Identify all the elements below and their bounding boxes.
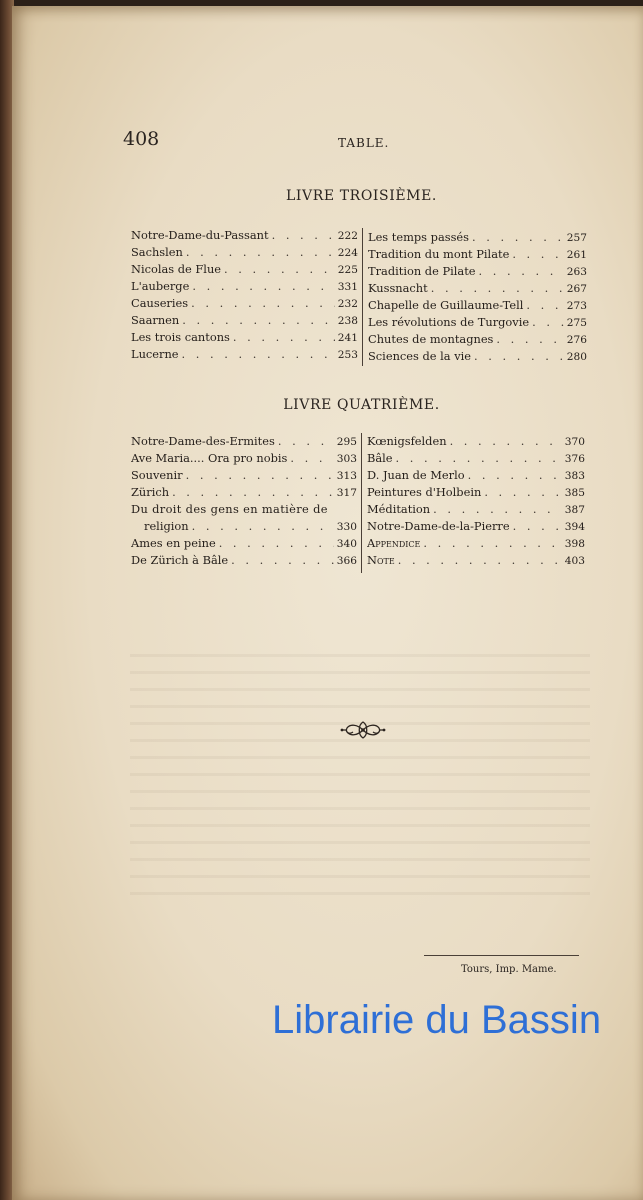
- toc-entry-label: Notre-Dame-de-la-Pierre: [367, 519, 510, 533]
- toc-entry-label: Les trois cantons: [131, 330, 230, 344]
- toc-entry-label: Nicolas de Flue: [131, 262, 222, 276]
- toc-entry: [368, 315, 587, 331]
- toc-entry-label: L'auberge: [131, 279, 190, 293]
- toc-entry: [131, 279, 358, 295]
- leader-dots: [231, 553, 334, 567]
- running-head: TABLE.: [338, 136, 390, 150]
- toc-entry-page: 280: [566, 351, 587, 363]
- toc-entry-page: 275: [566, 317, 587, 329]
- toc-entry: [131, 347, 358, 363]
- toc-entry-page: 313: [336, 470, 357, 482]
- toc-entry-page: 273: [566, 300, 587, 312]
- leader-dots: [182, 347, 335, 361]
- toc-entry: [131, 451, 357, 467]
- toc-entry-page: 257: [566, 232, 587, 244]
- toc-entry-label: religion: [144, 519, 189, 533]
- leader-dots: [192, 279, 334, 293]
- toc-entry-label: Méditation: [367, 502, 431, 516]
- toc-entry-page: 303: [336, 453, 357, 465]
- toc-entry-label: Tradition de Pilate: [368, 264, 476, 278]
- leader-dots: [474, 349, 564, 363]
- leader-dots: [526, 298, 563, 312]
- leader-dots: [224, 262, 335, 276]
- toc-entry-page: 383: [564, 470, 585, 482]
- toc-entry-label: Notre-Dame-des-Ermites: [131, 434, 275, 448]
- toc-entry: [131, 313, 358, 329]
- toc-entry-label: Note: [367, 553, 395, 567]
- toc-entry-page: 232: [337, 298, 358, 310]
- toc-entry-page: 317: [336, 487, 357, 499]
- leader-dots: [396, 451, 562, 465]
- leader-dots: [479, 264, 564, 278]
- toc-entry: [367, 485, 585, 501]
- toc-entry: [368, 281, 587, 297]
- toc-entry-label: Du droit des gens en matière de: [131, 502, 328, 516]
- toc-entry: [367, 553, 585, 569]
- leader-dots: [233, 330, 335, 344]
- toc-entry-page: 370: [564, 436, 585, 448]
- toc-entry: [131, 468, 357, 484]
- page-number: 408: [123, 128, 160, 150]
- toc-entry-label: Kussnacht: [368, 281, 428, 295]
- livre-quatrieme-title: LIVRE QUATRIÈME.: [283, 397, 440, 413]
- toc-entry-label: Chapelle de Guillaume-Tell: [368, 298, 524, 312]
- toc-entry: [131, 245, 358, 261]
- toc-entry-page: 241: [337, 332, 358, 344]
- printer-imprint: Tours, Imp. Mame.: [461, 964, 557, 975]
- toc-entry-label: Chutes de montagnes: [368, 332, 494, 346]
- leader-dots: [186, 245, 335, 259]
- toc-entry-label: Sachslen: [131, 245, 183, 259]
- toc-entry-page: 387: [564, 504, 585, 516]
- toc-entry-label: Saarnen: [131, 313, 180, 327]
- leader-dots: [290, 451, 333, 465]
- toc-entry: [131, 519, 357, 535]
- toc-entry-page: 225: [337, 264, 358, 276]
- toc-entry: [368, 298, 587, 314]
- toc-entry-label: Zürich: [131, 485, 170, 499]
- toc-entry-page: 331: [337, 281, 358, 293]
- leader-dots: [431, 281, 564, 295]
- column-divider: [362, 228, 363, 366]
- imprint-rule: [424, 955, 579, 956]
- leader-dots: [512, 247, 563, 261]
- toc-entry-page: 403: [564, 555, 585, 567]
- toc-entry-label: Souvenir: [131, 468, 183, 482]
- toc-entry-label: Appendice: [367, 536, 421, 550]
- leader-dots: [472, 230, 564, 244]
- toc-entry-page: 330: [336, 521, 357, 533]
- toc-entry: [131, 485, 357, 501]
- toc-entry-label: Peintures d'Holbein: [367, 485, 482, 499]
- toc-entry: [368, 247, 587, 263]
- leader-dots: [433, 502, 562, 516]
- toc-entry: [367, 434, 585, 450]
- toc-entry: [367, 451, 585, 467]
- toc-entry: [131, 553, 357, 569]
- toc-entry: [368, 264, 587, 280]
- leader-dots: [278, 434, 334, 448]
- toc-entry-label: De Zürich à Bâle: [131, 553, 229, 567]
- livre-troisieme-title: LIVRE TROISIÈME.: [286, 188, 437, 204]
- toc-entry: [367, 502, 585, 518]
- leader-dots: [532, 315, 564, 329]
- bleed-through-texture: [130, 640, 590, 900]
- toc-entry-page: 276: [566, 334, 587, 346]
- toc-entry-label: Bâle: [367, 451, 393, 465]
- toc-entry-page: 398: [564, 538, 585, 550]
- toc-entry: [368, 230, 587, 246]
- toc-entry-label: Les temps passés: [368, 230, 470, 244]
- leader-dots: [423, 536, 561, 550]
- leader-dots: [272, 228, 335, 242]
- toc-entry-page: 366: [336, 555, 357, 567]
- toc-entry-page: 295: [336, 436, 357, 448]
- leader-dots: [398, 553, 562, 567]
- toc-entry-page: 267: [566, 283, 587, 295]
- toc-entry-label: Sciences de la vie: [368, 349, 472, 363]
- toc-entry-page: 394: [564, 521, 585, 533]
- toc-entry: [131, 262, 358, 278]
- leader-dots: [192, 519, 334, 533]
- toc-entry-page: 261: [566, 249, 587, 261]
- toc-entry-label: Les révolutions de Turgovie: [368, 315, 530, 329]
- toc-entry-page: 263: [566, 266, 587, 278]
- toc-entry-label: D. Juan de Merlo: [367, 468, 465, 482]
- toc-entry: [367, 536, 585, 552]
- toc-entry-page: 385: [564, 487, 585, 499]
- toc-entry-label: Ames en peine: [131, 536, 216, 550]
- toc-entry: [367, 468, 585, 484]
- leader-dots: [496, 332, 563, 346]
- leader-dots: [186, 468, 334, 482]
- toc-entry: [131, 434, 357, 450]
- leader-dots: [182, 313, 335, 327]
- toc-entry: [367, 519, 585, 535]
- toc-entry-label: Ave Maria.... Ora pro nobis: [131, 451, 288, 465]
- leader-dots: [468, 468, 562, 482]
- leader-dots: [513, 519, 562, 533]
- toc-entry-page: 222: [337, 230, 358, 242]
- toc-entry: [368, 332, 587, 348]
- leader-dots: [219, 536, 334, 550]
- leader-dots: [484, 485, 561, 499]
- toc-entry-label: Lucerne: [131, 347, 179, 361]
- toc-entry: [131, 296, 358, 312]
- toc-entry: [131, 228, 358, 244]
- toc-entry-label: Causeries: [131, 296, 189, 310]
- toc-entry-page: 340: [336, 538, 357, 550]
- leader-dots: [191, 296, 335, 310]
- toc-entry-label: Notre-Dame-du-Passant: [131, 228, 269, 242]
- watermark-text: Librairie du Bassin: [272, 998, 602, 1042]
- toc-entry: [131, 502, 357, 518]
- toc-entry: [131, 330, 358, 346]
- column-divider: [361, 433, 362, 573]
- leader-dots: [172, 485, 334, 499]
- toc-entry-page: 238: [337, 315, 358, 327]
- toc-entry-page: 253: [337, 349, 358, 361]
- toc-entry-page: 224: [337, 247, 358, 259]
- toc-entry-page: 376: [564, 453, 585, 465]
- leader-dots: [450, 434, 562, 448]
- toc-entry: [368, 349, 587, 365]
- toc-entry-label: Tradition du mont Pilate: [368, 247, 510, 261]
- toc-entry-label: Kœnigsfelden: [367, 434, 447, 448]
- toc-entry: [131, 536, 357, 552]
